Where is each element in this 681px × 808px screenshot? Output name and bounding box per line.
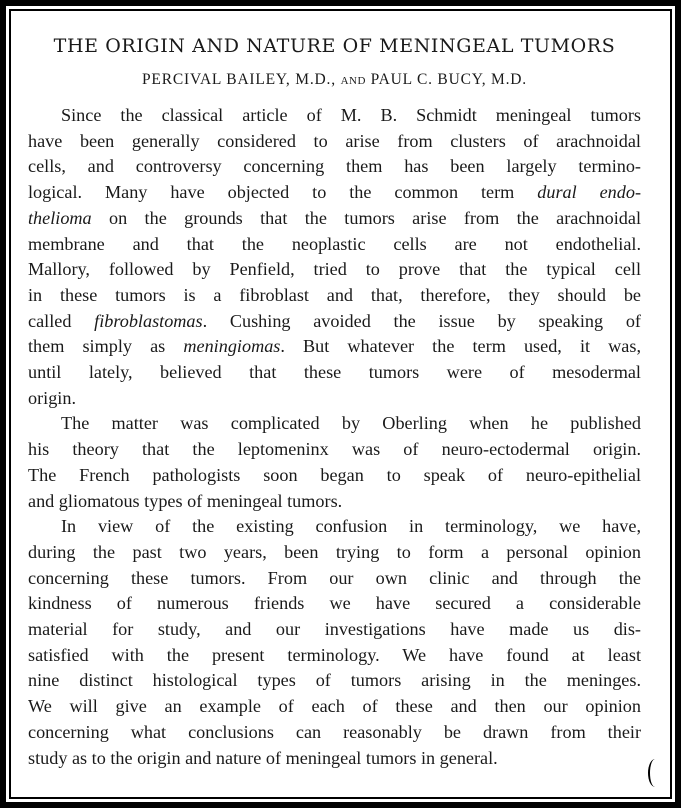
text-run: them simply as bbox=[28, 336, 184, 357]
paragraph-1 bbox=[28, 103, 641, 411]
text-line bbox=[28, 180, 641, 206]
author-bailey: PERCIVAL BAILEY, M.D., bbox=[142, 71, 336, 88]
text-line: kindness of numerous friends we have secured a considerable bbox=[28, 593, 641, 614]
article-authors bbox=[28, 71, 641, 89]
text-run: logical. Many have objected to the common term bbox=[28, 182, 538, 203]
author-conjunction: AND bbox=[340, 75, 366, 87]
text-line: during the past two years, been trying to form a personal opinion bbox=[28, 541, 641, 562]
text-line: satisfied with the present terminology. We have found at least bbox=[28, 644, 641, 665]
text-line: his theory that the leptomeninx was of neuro-ectodermal origin. bbox=[28, 439, 641, 460]
text-run: . Cushing avoided the issue by speaking of bbox=[202, 310, 641, 331]
text-line: until lately, believed that these tumors were of mesodermal bbox=[28, 362, 641, 383]
text-line: The French pathologists soon began to speak of neuro-epithelial bbox=[28, 464, 641, 485]
text-line bbox=[28, 334, 641, 360]
scan-edge-mark bbox=[648, 759, 662, 787]
text-line: in these tumors is a fibroblast and that, therefore, they should be bbox=[28, 284, 641, 305]
text-run: called bbox=[28, 310, 95, 331]
text-line: have been generally considered to arise from clusters of arachnoidal bbox=[28, 130, 641, 151]
text-line: origin. bbox=[28, 387, 76, 408]
text-line: The matter was complicated by Oberling when he published bbox=[61, 413, 641, 434]
text-line: study as to the origin and nature of meningeal tumors in general. bbox=[28, 747, 498, 768]
text-line: We will give an example of each of these and then our opinion bbox=[28, 696, 641, 717]
italic-term: meningiomas bbox=[183, 336, 281, 357]
author-bucy: PAUL C. BUCY, M.D. bbox=[370, 71, 527, 88]
text-line: cells, and controversy concerning them has been largely termino- bbox=[28, 156, 641, 177]
text-line: concerning what conclusions can reasonably be drawn from their bbox=[28, 721, 641, 742]
paragraph-3 bbox=[28, 514, 641, 771]
italic-term: fibroblastomas bbox=[94, 310, 203, 331]
italic-term: thelioma bbox=[28, 207, 92, 228]
paragraph-2 bbox=[28, 411, 641, 514]
text-run: . But whatever the term used, it was, bbox=[280, 336, 641, 357]
page-border-gap bbox=[6, 6, 675, 802]
text-line: In view of the existing confusion in terminology, we have, bbox=[61, 516, 641, 537]
page-border-inner bbox=[9, 9, 672, 799]
text-line: membrane and that the neoplastic cells are not endothelial. bbox=[28, 233, 641, 254]
text-line: Since the classical article of M. B. Schmidt meningeal tumors bbox=[61, 105, 641, 125]
text-line: material for study, and our investigations have made us dis- bbox=[28, 619, 641, 640]
article-page bbox=[28, 35, 641, 771]
text-line: and gliomatous types of meningeal tumors. bbox=[28, 490, 343, 511]
italic-term: dural endo- bbox=[537, 182, 642, 203]
text-line: concerning these tumors. From our own clinic and through the bbox=[28, 567, 641, 588]
text-line: Mallory, followed by Penfield, tried to prove that the typical cell bbox=[28, 259, 641, 280]
text-line bbox=[28, 206, 641, 232]
article-title: THE ORIGIN AND NATURE OF MENINGEAL TUMORS bbox=[53, 35, 616, 57]
text-run: on the grounds that the tumors arise from the arachnoidal bbox=[91, 207, 641, 228]
text-line: nine distinct histological types of tumors arising in the meninges. bbox=[28, 670, 641, 691]
text-line bbox=[28, 309, 641, 335]
